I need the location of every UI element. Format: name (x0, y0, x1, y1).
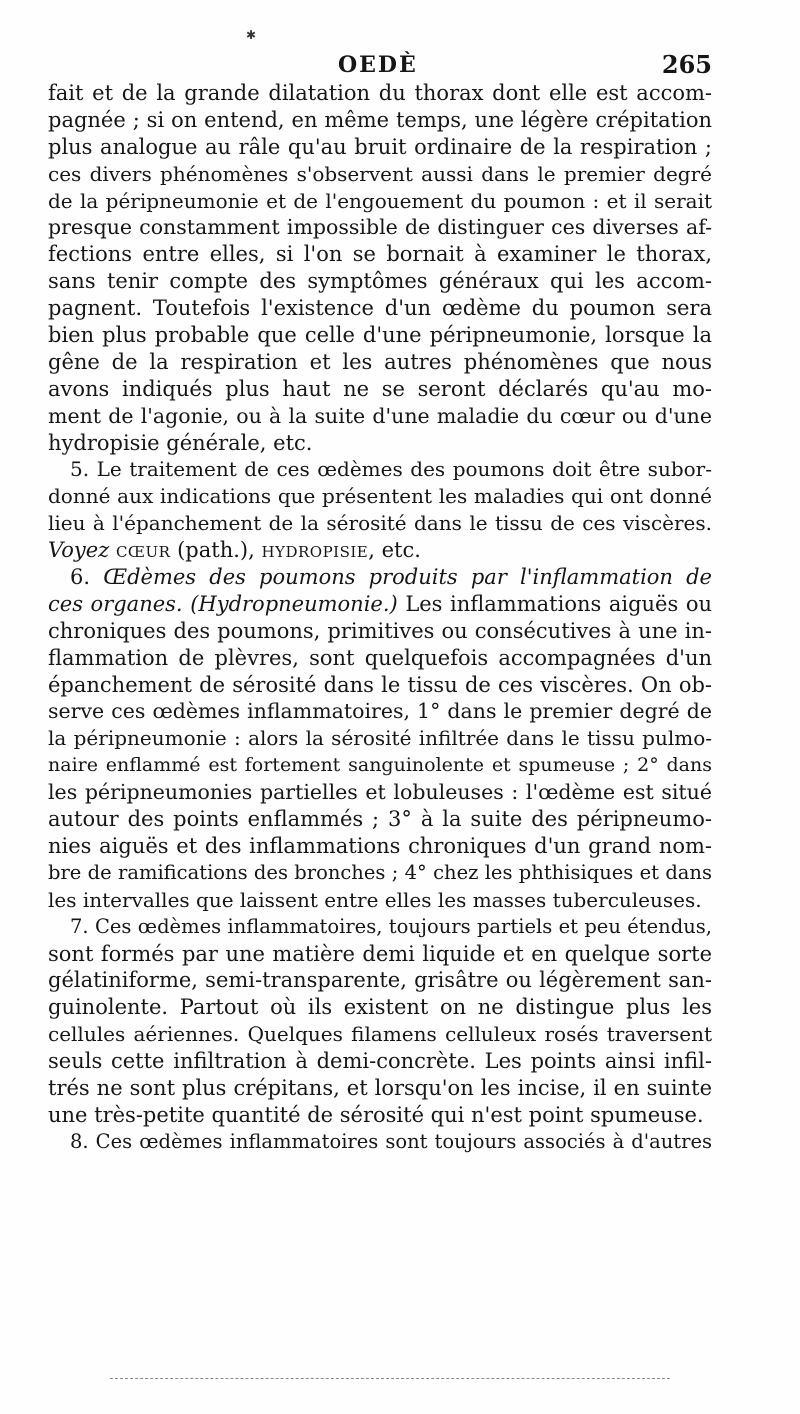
text-line: ment de l'agonie, ou à la suite d'une maladie du cœur ou d'une (48, 403, 712, 428)
text-line: les intervalles que laissent entre elles les masses tuberculeuses. (48, 887, 702, 912)
body-text (48, 80, 712, 1156)
text-line: chroniques des poumons, primitives ou consécutives à une in- (48, 618, 712, 643)
text-line: donné aux indications que présentent les maladies qui ont donné (48, 484, 712, 509)
text-line: pagnent. Toutefois l'existence d'un œdème du poumon sera (48, 296, 712, 321)
path-abbrev: (path.), (177, 538, 255, 563)
text-line: 7. Ces œdèmes inflammatoires, toujours partiels et peu étendus, (70, 914, 712, 938)
text-line: ces divers phénomènes s'observent aussi dans le premier degré (48, 161, 712, 186)
text-line: fections entre elles, si l'on se bornait à examiner le thorax, (48, 242, 712, 267)
section-number: 6. (70, 565, 91, 590)
voyez-word: Voyez (48, 538, 110, 563)
text-line: épanchement de sérosité dans le tissu de ces viscères. On ob- (48, 672, 712, 697)
text-line: les péripneumonies partielles et lobuleuses : l'œdème est situé (48, 780, 712, 805)
running-head: OEDÈ (338, 52, 418, 78)
text-line: 5. Le traitement de ces œdèmes des poumons doit être subor- (70, 457, 712, 482)
print-mark: ✱ (246, 28, 257, 42)
text-line: bre de ramifications des bronches ; 4° chez les phthisiques et dans (48, 860, 712, 884)
text-line: serve ces œdèmes inflammatoires, 1° dans le premier degré de (48, 699, 712, 724)
text-line: fait et de la grande dilatation du thorax dont elle est accom- (48, 81, 712, 105)
section-heading-line (48, 564, 712, 591)
text-line: une très-petite quantité de sérosité qui n'est point spumeuse. (48, 1102, 704, 1127)
section-title: Œdèmes des poumons produits par l'inflammation de (103, 565, 712, 590)
text-line: presque constamment impossible de distinguer ces diverses af- (48, 215, 712, 240)
text-line: hydropisie générale, etc. (48, 430, 313, 455)
text-line: cellules aériennes. Quelques filamens celluleux rosés traversent (48, 1022, 712, 1047)
text-line: la péripneumonie : alors la sérosité infiltrée dans le tissu pulmo- (48, 726, 712, 751)
text-line: lieu à l'épanchement de la sérosité dans le tissu de ces viscères. (48, 511, 712, 536)
text-line: gêne de la respiration et les autres phénomènes que nous (48, 349, 712, 374)
text-line: pagnée ; si on entend, en même temps, une légère crépitation (48, 107, 712, 132)
text-line: flammation de plèvres, sont quelquefois accompagnées d'un (48, 645, 712, 670)
section-text: Les inflammations aiguës ou (405, 591, 712, 616)
page-header (48, 52, 712, 82)
text-line: seuls cette infiltration à demi-concrète. Les points ainsi infil- (48, 1049, 712, 1074)
text-line: 8. Ces œdèmes inflammatoires sont toujours associés à d'autres (70, 1129, 712, 1153)
text-line: avons indiqués plus haut ne se seront déclarés qu'au mo- (48, 376, 712, 401)
text-line: de la péripneumonie et de l'engouement du poumon : et il serait (48, 188, 712, 213)
text-line: sans tenir compte des symptômes généraux qui les accom- (48, 269, 712, 294)
text-line: sont formés par une matière demi liquide et en quelque sorte (48, 941, 712, 966)
text-line: guinolente. Partout où ils existent on ne distingue plus les (48, 995, 712, 1020)
cross-reference-hydropisie: hydropisie (261, 538, 369, 563)
text-line: naire enflammé est fortement sanguinolente et spumeuse ; 2° dans (48, 754, 712, 777)
text-line: trés ne sont plus crépitans, et lorsqu'on les incise, il en suinte (48, 1075, 712, 1100)
text-line: gélatiniforme, semi-transparente, grisâtre ou légèrement san- (48, 968, 712, 993)
text-line: plus analogue au râle qu'au bruit ordinaire de la respiration ; (48, 134, 712, 159)
section-subtitle: (Hydropneumonie.) (190, 591, 398, 616)
section-title-continued: ces organes. (48, 591, 183, 616)
text-line (48, 537, 712, 564)
bottom-rule (110, 1378, 670, 1379)
text-line: autour des points enflammés ; 3° à la suite des péripneumo- (48, 807, 712, 832)
cross-reference-coeur: cœur (115, 538, 171, 563)
etc-text: , etc. (368, 538, 421, 563)
section-heading-line (48, 591, 712, 618)
text-line: bien plus probable que celle d'une péripneumonie, lorsque la (48, 323, 712, 348)
text-line: nies aiguës et des inflammations chroniques d'un grand nom- (48, 833, 712, 858)
page-number: 265 (661, 50, 712, 79)
